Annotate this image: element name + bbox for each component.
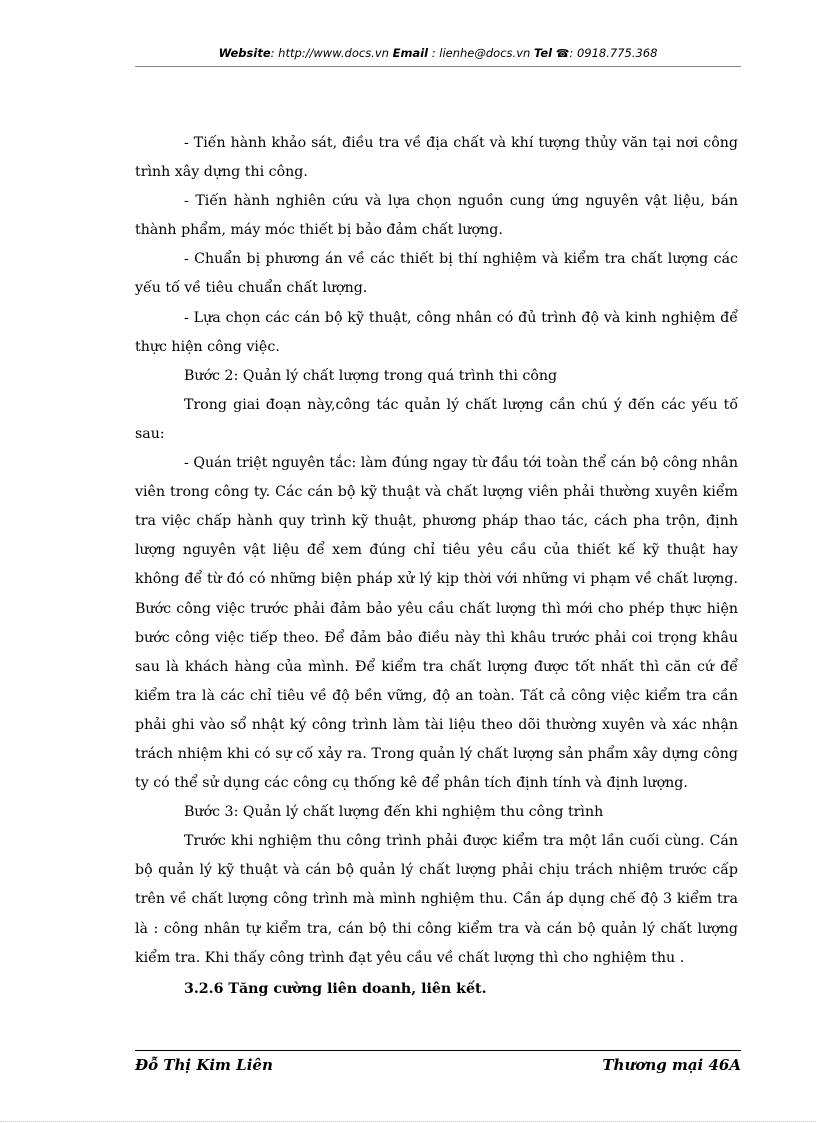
section-heading: 3.2.6 Tăng cường liên doanh, liên kết. bbox=[184, 980, 487, 997]
paragraph-acceptance: Trước khi nghiệm thu công trình phải được kiểm tra một lần cuối cùng. Cán bộ quản lý kỹ thuật và cán bộ quản lý chất lượng phải chịu trách nhiệm trước cấp trên về chất lượng công trình mà mình nghiệm thu. Cần áp dụng chế độ 3 kiểm tra là : công nhân tự kiểm tra, cán bộ thi công kiểm tra và cán bộ quản lý chất lượng kiểm tra. Khi thấy công trình đạt yêu cầu về chất lượng thì cho nghiệm thu . bbox=[135, 833, 738, 966]
paragraph-step-2-intro: Trong giai đoạn này,công tác quản lý chất lượng cần chú ý đến các yếu tố sau: bbox=[135, 396, 738, 442]
paragraph-survey: - Tiến hành khảo sát, điều tra về địa chất và khí tượng thủy văn tại nơi công trình xây dựng thi công. bbox=[135, 135, 738, 181]
footer-author: Đỗ Thị Kim Liên bbox=[135, 1056, 273, 1074]
step-3-heading: Bước 3: Quản lý chất lượng đến khi nghiệm thu công trình bbox=[184, 804, 604, 821]
header-divider bbox=[135, 66, 741, 67]
website-value: : http://www.docs.vn bbox=[270, 46, 389, 60]
tel-label: Tel bbox=[533, 46, 553, 60]
website-label: Website bbox=[218, 46, 271, 60]
paragraph-staff: - Lựa chọn các cán bộ kỹ thuật, công nhân có đủ trình độ và kinh nghiệm để thực hiện công việc. bbox=[135, 309, 738, 355]
paragraph-principles: - Quán triệt nguyên tắc: làm đúng ngay từ đầu tới toàn thể cán bộ công nhân viên trong công ty. Các cán bộ kỹ thuật và chất lượng viên phải thường xuyên kiểm tra việc chấp hành quy trình kỹ thuật, phương pháp thao tác, cách pha trộn, định lượng nguyên vật liệu để xem đúng chỉ tiêu yêu cầu của thiết kế kỹ thuật hay không để từ đó có những biện pháp xử lý kịp thời với những vi phạm về chất lượng. Bước công việc trước phải đảm bảo yêu cầu chất lượng thì mới cho phép thực hiện bước công việc tiếp theo. Để đảm bảo điều này thì khâu trước phải coi trọng khâu sau là khách hàng của mình. Để kiểm tra chất lượng được tốt nhất thì căn cứ để kiểm tra là các chỉ tiêu về độ bền vững, độ an toàn. Tất cả công việc kiểm tra cần phải ghi vào sổ nhật ký công trình làm tài liệu theo dõi thường xuyên và xác nhận trách nhiệm khi có sự cố xảy ra. Trong quản lý chất lượng sản phẩm xây dựng công ty có thể sử dụng các công cụ thống kê để phân tích định tính và định lượng. bbox=[135, 455, 738, 792]
email-label: Email bbox=[392, 46, 429, 60]
paragraph-materials: - Tiến hành nghiên cứu và lựa chọn nguồn cung ứng nguyên vật liệu, bán thành phẩm, máy móc thiết bị bảo đảm chất lượng. bbox=[135, 193, 738, 239]
page-edge bbox=[0, 1121, 816, 1122]
page-header bbox=[135, 46, 741, 60]
step-2-heading: Bước 2: Quản lý chất lượng trong quá trình thi công bbox=[184, 367, 558, 384]
document-body bbox=[135, 129, 738, 1004]
footer-class: Thương mại 46A bbox=[602, 1056, 741, 1074]
tel-value: : 0918.775.368 bbox=[569, 46, 658, 60]
paragraph-equipment: - Chuẩn bị phương án về các thiết bị thí nghiệm và kiểm tra chất lượng các yếu tố về tiêu chuẩn chất lượng. bbox=[135, 251, 738, 297]
footer-divider bbox=[135, 1050, 741, 1051]
email-value: : lienhe@docs.vn bbox=[431, 46, 531, 60]
phone-icon: ☎ bbox=[555, 47, 570, 60]
